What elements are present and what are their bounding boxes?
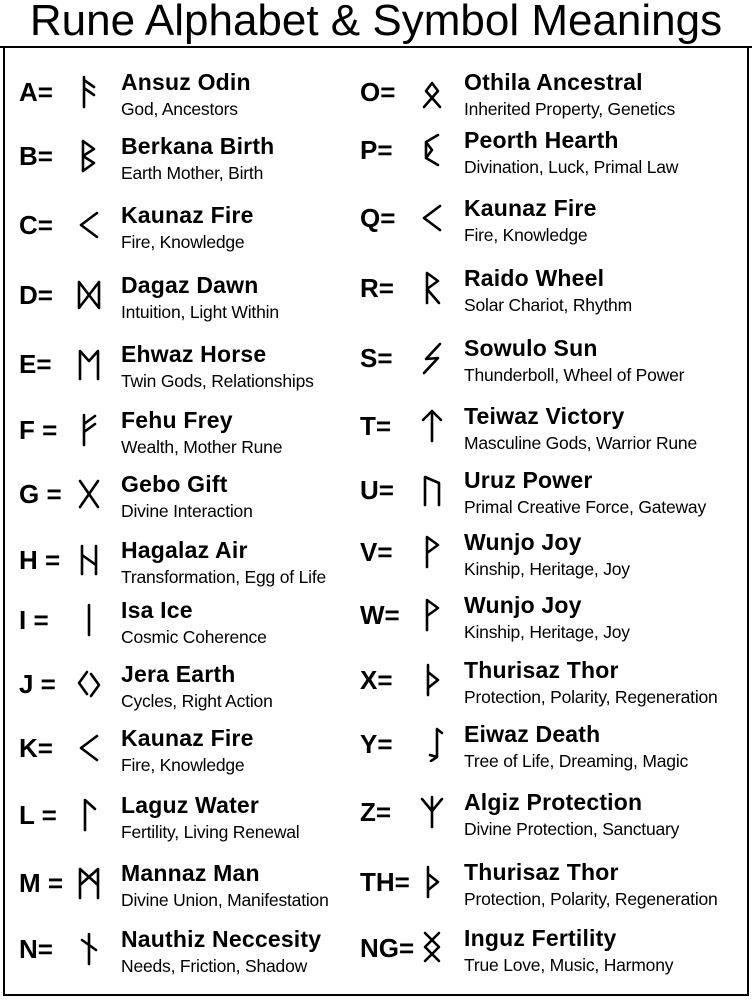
rune-letter: U= — [360, 475, 394, 505]
rune-name: Ansuz Odin — [121, 69, 251, 95]
rune-letter: Y= — [360, 729, 393, 759]
rune-name: Raido Wheel — [464, 265, 605, 291]
hagalaz-rune-icon — [75, 542, 103, 578]
rune-meaning: True Love, Music, Harmony — [464, 955, 674, 975]
algiz-rune-icon — [418, 794, 446, 830]
rune-name: Kaunaz Fire — [464, 195, 597, 221]
rune-entry — [19, 859, 399, 919]
rune-entry — [19, 470, 399, 530]
rune-entry — [19, 596, 399, 656]
rune-entry — [19, 68, 399, 128]
thurisaz-rune-icon — [418, 864, 446, 900]
isa-rune-icon — [75, 602, 103, 638]
rune-entry — [360, 68, 740, 128]
dagaz-rune-icon — [75, 277, 103, 313]
thurisaz-rune-icon — [418, 662, 446, 698]
rune-name: Sowulo Sun — [464, 335, 598, 361]
rune-name: Wunjo Joy — [464, 529, 582, 555]
rune-meaning: Inherited Property, Genetics — [464, 99, 675, 119]
rune-letter: G = — [19, 479, 62, 509]
rune-name: Kaunaz Fire — [121, 202, 254, 228]
mannaz-rune-icon — [75, 865, 103, 901]
rune-entry — [360, 788, 740, 848]
rune-entry — [19, 406, 399, 466]
rune-meaning: Cosmic Coherence — [121, 627, 267, 647]
rune-entry — [19, 791, 399, 851]
rune-meaning: Intuition, Light Within — [121, 302, 279, 322]
rune-meaning: Earth Mother, Birth — [121, 163, 264, 183]
eiwaz-rune-icon — [418, 726, 446, 762]
rune-meaning: God, Ancestors — [121, 99, 238, 119]
rune-letter: L = — [19, 800, 57, 830]
rune-entry — [19, 660, 399, 720]
kaunaz-rune-icon — [75, 730, 103, 766]
kaunaz-rune-icon — [75, 207, 103, 243]
ehwaz-rune-icon — [75, 346, 103, 382]
rune-letter: W= — [360, 600, 400, 630]
rune-entry — [360, 528, 740, 588]
rune-letter: P= — [360, 135, 393, 165]
rune-letter: NG= — [360, 933, 415, 963]
rune-name: Nauthiz Neccesity — [121, 926, 322, 952]
rune-meaning: Kinship, Heritage, Joy — [464, 559, 630, 579]
rune-entry — [19, 925, 399, 985]
rune-meaning: Fire, Knowledge — [121, 232, 245, 252]
rune-meaning: Solar Chariot, Rhythm — [464, 295, 632, 315]
rune-meaning: Tree of Life, Dreaming, Magic — [464, 751, 689, 771]
rune-entry — [19, 132, 399, 192]
rune-entry — [360, 656, 740, 716]
rune-name: Jera Earth — [121, 661, 236, 687]
rune-name: Hagalaz Air — [121, 537, 248, 563]
rune-entry — [19, 536, 399, 596]
rune-entry — [360, 194, 740, 254]
fehu-rune-icon — [75, 412, 103, 448]
rune-entry — [360, 334, 740, 394]
rune-meaning: Primal Creative Force, Gateway — [464, 497, 706, 517]
othila-rune-icon — [418, 74, 446, 110]
rune-letter: Z= — [360, 797, 392, 827]
rune-letter: K= — [19, 733, 53, 763]
rune-name: Berkana Birth — [121, 133, 275, 159]
rune-meaning: Divine Protection, Sanctuary — [464, 819, 680, 839]
ansuz-rune-icon — [75, 74, 103, 110]
rune-name: Inguz Fertility — [464, 925, 617, 951]
rune-name: Fehu Frey — [121, 407, 233, 433]
rune-name: Isa Ice — [121, 597, 193, 623]
berkana-rune-icon — [75, 138, 103, 174]
rune-name: Peorth Hearth — [464, 127, 619, 153]
rune-letter: TH= — [360, 867, 410, 897]
rune-meaning: Protection, Polarity, Regeneration — [464, 687, 718, 707]
rune-letter: Q= — [360, 203, 396, 233]
rune-letter: E= — [19, 349, 52, 379]
rune-meaning: Fire, Knowledge — [121, 755, 245, 775]
rune-meaning: Transformation, Egg of Life — [121, 567, 327, 587]
rune-name: Laguz Water — [121, 792, 260, 818]
rune-letter: X= — [360, 665, 393, 695]
rune-entry — [360, 264, 740, 324]
page-title: Rune Alphabet & Symbol Meanings — [29, 0, 723, 45]
rune-entry — [360, 924, 740, 984]
rune-letter: T= — [360, 411, 392, 441]
rune-letter: N= — [19, 934, 53, 964]
rune-meaning: Divine Interaction — [121, 501, 253, 521]
wunjo-rune-icon — [418, 534, 446, 570]
rune-name: Algiz Protection — [464, 789, 643, 815]
rune-letter: F = — [19, 415, 58, 445]
rune-name: Mannaz Man — [121, 860, 260, 886]
rune-entry — [360, 466, 740, 526]
rune-letter: D= — [19, 280, 53, 310]
rune-meaning: Thunderboll, Wheel of Power — [464, 365, 685, 385]
rune-entry — [19, 201, 399, 261]
rune-letter: J = — [19, 669, 56, 699]
rune-entry — [19, 340, 399, 400]
rune-name: Ehwaz Horse — [121, 341, 267, 367]
rune-entry — [360, 858, 740, 918]
rune-name: Uruz Power — [464, 467, 593, 493]
rune-letter: I = — [19, 605, 49, 635]
rune-entry — [360, 591, 740, 651]
rune-letter: A= — [19, 77, 53, 107]
rune-name: Gebo Gift — [121, 471, 228, 497]
rune-meaning: Fertility, Living Renewal — [121, 822, 300, 842]
laguz-rune-icon — [75, 797, 103, 833]
rune-name: Teiwaz Victory — [464, 403, 625, 429]
title-bar — [0, 0, 752, 48]
gebo-rune-icon — [75, 476, 103, 512]
rune-meaning: Masculine Gods, Warrior Rune — [464, 433, 697, 453]
rune-letter: V= — [360, 537, 393, 567]
rune-name: Othila Ancestral — [464, 69, 643, 95]
rune-letter: O= — [360, 77, 396, 107]
rune-chart-frame — [3, 46, 749, 996]
rune-entry — [19, 271, 399, 331]
rune-letter: H = — [19, 545, 61, 575]
rune-meaning: Wealth, Mother Rune — [121, 437, 283, 457]
rune-meaning: Cycles, Right Action — [121, 691, 273, 711]
jera-rune-icon — [75, 666, 103, 702]
sowulo-rune-icon — [418, 340, 446, 376]
rune-meaning: Divination, Luck, Primal Law — [464, 157, 679, 177]
kaunaz-rune-icon — [418, 200, 446, 236]
rune-name: Kaunaz Fire — [121, 725, 254, 751]
uruz-rune-icon — [418, 472, 446, 508]
rune-name: Dagaz Dawn — [121, 272, 259, 298]
rune-meaning: Kinship, Heritage, Joy — [464, 622, 630, 642]
raido-rune-icon — [418, 270, 446, 306]
rune-meaning: Twin Gods, Relationships — [121, 371, 314, 391]
inguz-rune-icon — [418, 930, 446, 966]
rune-meaning: Needs, Friction, Shadow — [121, 956, 308, 976]
wunjo-rune-icon — [418, 597, 446, 633]
rune-letter: S= — [360, 343, 393, 373]
rune-meaning: Protection, Polarity, Regeneration — [464, 889, 718, 909]
rune-meaning: Divine Union, Manifestation — [121, 890, 329, 910]
rune-meaning: Fire, Knowledge — [464, 225, 588, 245]
rune-name: Thurisaz Thor — [464, 859, 619, 885]
rune-name: Wunjo Joy — [464, 592, 582, 618]
rune-name: Thurisaz Thor — [464, 657, 619, 683]
nauthiz-rune-icon — [75, 931, 103, 967]
teiwaz-rune-icon — [418, 408, 446, 444]
rune-entry — [360, 126, 740, 186]
rune-letter: B= — [19, 141, 53, 171]
rune-letter: R= — [360, 273, 394, 303]
rune-letter: C= — [19, 210, 53, 240]
rune-entry — [360, 720, 740, 780]
rune-name: Eiwaz Death — [464, 721, 601, 747]
rune-letter: M = — [19, 868, 64, 898]
rune-entry — [360, 402, 740, 462]
rune-entry — [19, 724, 399, 784]
peorth-rune-icon — [418, 132, 446, 168]
